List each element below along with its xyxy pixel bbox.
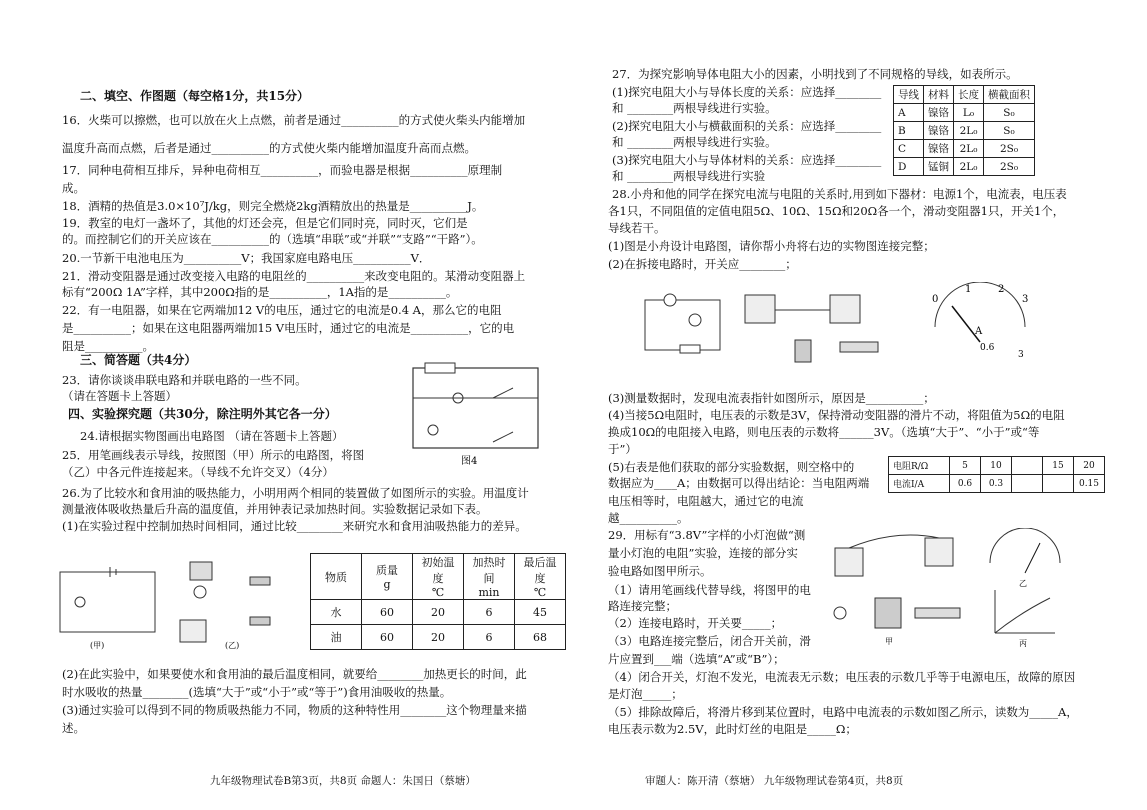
q28-circuit-diagram: [640, 290, 730, 360]
fig-yi-label: 乙: [1019, 579, 1027, 588]
table-cell: [1012, 457, 1043, 475]
table-row: [894, 122, 1035, 140]
table-row: [894, 140, 1035, 158]
table-header: 长度: [954, 86, 984, 104]
left-text-line: (1)在实验过程中控制加热时间相同，通过比较________来研究水和食用油吸热能力的差异。: [62, 519, 527, 533]
left-text-line: （乙）中各元件连接起来。（导线不允许交叉）（4分）: [62, 465, 334, 479]
left-text-line: 三、简答题（共4分）: [80, 353, 197, 367]
left-text-line: 成。: [62, 181, 85, 195]
ammeter-dial: [920, 282, 1040, 362]
table-cell: 20: [413, 625, 464, 650]
right-text-line: (1)探究电阻大小与导体长度的关系：应选择________: [612, 85, 882, 99]
left-text-line: (3)通过实验可以得到不同的物质吸热能力不同，物质的这种特性用________这个物理量来描: [62, 703, 527, 717]
right-text-line: （4）闭合开关，灯泡不发光，电流表无示数；电压表的示数几乎等于电源电压，故障的原因: [608, 670, 1076, 684]
left-text-line: (2)在此实验中，如果要使水和食用油的最后温度相同，就要给________加热更长的时间，此: [62, 667, 527, 681]
right-text-line: （3）电路连接完整后，闭合开关前，滑: [608, 634, 811, 648]
right-text-line: (2)在拆接电路时，开关应________；: [608, 257, 797, 271]
table-cell: [1043, 475, 1074, 493]
table-cell: 电流I/A: [889, 475, 950, 493]
table-cell: 0.3: [981, 475, 1012, 493]
left-footer: 九年级物理试卷B第3页，共8页 命题人：朱国日（蔡塘）: [210, 775, 476, 787]
left-text-line: 23．请你谈谈串联电路和并联电路的一些不同。: [62, 373, 307, 387]
right-text-line: （5）排除故障后，将滑片移到某位置时，电路中电流表的示数如图乙所示，读数为_____A，: [608, 705, 1078, 719]
fig-jia-label: 甲: [885, 637, 893, 646]
right-text-line: 电压表示数为2.5V，此时灯丝的电阻是_____Ω；: [608, 722, 857, 736]
table-cell: 水: [311, 600, 362, 625]
right-text-line: 27．为探究影响导体电阻大小的因素，小明找到了不同规格的导线，如表所示。: [612, 67, 1018, 81]
table-cell: S₀: [984, 104, 1035, 122]
right-text-line: (2)探究电阻大小与横截面积的关系：应选择________: [612, 119, 882, 133]
table-cell: 5: [950, 457, 981, 475]
table-cell: 2L₀: [954, 158, 984, 176]
table-cell: A: [894, 104, 924, 122]
heating-data-table: [310, 553, 566, 650]
table-cell: 45: [515, 600, 566, 625]
table-cell: 6: [464, 625, 515, 650]
right-text-line: （1）请用笔画线代替导线，将图甲的电: [608, 583, 811, 597]
right-text-line: (5)右表是他们获取的部分实验数据，则空格中的: [608, 460, 855, 474]
right-text-line: 导线若干。: [608, 221, 666, 235]
table-cell: 2L₀: [954, 140, 984, 158]
meter-tick-top: 1: [965, 284, 972, 295]
table-row: [311, 600, 566, 625]
left-text-line: 22．有一电阻器，如果在它两端加12 V的电压，通过它的电流是0.4 A，那么它的电阻: [62, 303, 502, 317]
right-text-line: 是灯泡_____；: [608, 687, 683, 701]
left-text-line: 的。而控制它们的开关应该在__________的（选填“串联”或“并联”“支路”“干路”）。: [62, 232, 483, 246]
table-cell: 0.6: [950, 475, 981, 493]
table-cell: 镍铬: [924, 140, 954, 158]
left-text-line: 测量液体吸收热量后升高的温度值，并用钟表记录加热时间。实验数据记录如下表。: [62, 502, 488, 516]
wire-spec-table: [893, 85, 1035, 176]
right-text-line: （2）连接电路时，开关要_____；: [608, 616, 783, 630]
left-text-line: 20.一节新干电池电压为__________V；我国家庭电路电压__________V．: [62, 251, 431, 265]
right-text-line: 于”）: [608, 442, 637, 456]
right-text-line: (3)测量数据时，发现电流表指针如图所示，原因是__________；: [608, 391, 935, 405]
current-resistance-table: [888, 456, 1105, 493]
table-cell: 60: [362, 600, 413, 625]
right-text-line: 量小灯泡的电阻”实验，连接的部分实: [608, 546, 798, 560]
table-header: 质量 g: [362, 554, 413, 600]
right-text-line: 和 ________两根导线进行实验。: [612, 101, 777, 115]
table-cell: 镍铬: [924, 122, 954, 140]
left-text-line: 26.为了比较水和食用油的吸热能力，小明用两个相同的装置做了如图所示的实验。用温度计: [62, 486, 529, 500]
right-text-line: 路连接完整；: [608, 599, 677, 613]
q28-physical-circuit: [735, 290, 885, 365]
left-text-line: 二、填空、作图题（每空格1分，共15分）: [80, 89, 310, 103]
left-text-line: （请在答题卡上答题）: [62, 389, 177, 403]
table-cell: 68: [515, 625, 566, 650]
left-text-line: 温度升高而点燃，后者是通过__________的方式使火柴内能增加温度升高而点燃。: [62, 141, 476, 155]
meter-terminal: 3: [1018, 350, 1024, 360]
table-header: 横截面积: [984, 86, 1035, 104]
left-text-line: 是__________；如果在这电阻器两端加15 V电压时，通过它的电流是__________，它的电: [62, 321, 515, 335]
left-text-line: 24.请根据实物图画出电路图 （请在答题卡上答题）: [80, 429, 344, 443]
left-text-line: 25．用笔画线表示导线，按照图（甲）所示的电路图，将图: [62, 448, 365, 462]
right-text-line: 越__________。: [608, 511, 689, 525]
table-cell: L₀: [954, 104, 984, 122]
right-text-line: 片应置到___端（选填“A”或“B”）；: [608, 652, 785, 666]
table-cell: 油: [311, 625, 362, 650]
table-cell: 镍铬: [924, 104, 954, 122]
table-cell: 15: [1043, 457, 1074, 475]
table-row: [894, 104, 1035, 122]
left-text-line: 四、实验探究题（共30分，除注明外其它各一分）: [68, 407, 337, 421]
q29-meter-and-graph: [985, 528, 1065, 648]
table-row: [889, 475, 1105, 493]
left-text-line: 时水吸收的热量________(选填“大于”或“小于”或“等于”)食用油吸收的热量。: [62, 685, 452, 699]
table-row: [311, 625, 566, 650]
table-header: 导线: [894, 86, 924, 104]
fig-bing-label: 丙: [1019, 639, 1027, 648]
right-text-line: 电压相等时，电阻越大，通过它的电流: [608, 494, 804, 508]
left-text-line: 标有“200Ω 1A”字样，其中200Ω指的是__________，1A指的是__________。: [62, 285, 458, 299]
right-text-line: 和 ________两根导线进行实验。: [612, 135, 777, 149]
table-cell: 10: [981, 457, 1012, 475]
left-text-line: 18．酒精的热值是3.0×10⁷J/kg，则完全燃烧2kg酒精放出的热量是__________J。: [62, 199, 484, 213]
fig-jia-label: (甲): [90, 641, 105, 650]
table-cell: 锰铜: [924, 158, 954, 176]
fig4-label: 图4: [461, 456, 478, 467]
left-text-line: 阻是__________。: [62, 339, 154, 353]
meter-tick-top: 3: [1022, 294, 1029, 305]
right-text-line: 验电路如图甲所示。: [608, 564, 712, 578]
meter-terminal: 0.6: [980, 343, 995, 353]
right-text-line: 28.小舟和他的同学在探究电流与电阻的关系时,用到如下器材：电源1个，电流表，电压表: [612, 187, 1067, 201]
table-cell: [1012, 475, 1043, 493]
right-text-line: 数据应为____A；由数据可以得出结论：当电阻两端: [608, 476, 870, 490]
table-header: 物质: [311, 554, 362, 600]
table-cell: 2L₀: [954, 122, 984, 140]
table-cell: 20: [1074, 457, 1105, 475]
table-cell: 2S₀: [984, 140, 1035, 158]
right-footer: 审题人：陈开清（蔡塘） 九年级物理试卷第4页，共8页: [645, 775, 904, 787]
table-cell: 20: [413, 600, 464, 625]
right-text-line: (4)当接5Ω电阻时，电压表的示数是3V，保持滑动变阻器的滑片不动，将阻值为5Ω的电阻: [608, 408, 1065, 422]
right-text-line: 换成10Ω的电阻接入电路，则电压表的示数将______3V。（选填“大于”、“小于”或“等: [608, 425, 1040, 439]
left-text-line: 述。: [62, 721, 85, 735]
table-cell: 0.15: [1074, 475, 1105, 493]
table-cell: 电阻R/Ω: [889, 457, 950, 475]
q29-circuit-figure: [825, 528, 980, 648]
meter-tick-top: 0: [932, 294, 939, 305]
right-text-line: (3)探究电阻大小与导体材料的关系：应选择________: [612, 153, 882, 167]
table-cell: 6: [464, 600, 515, 625]
table-row: [894, 158, 1035, 176]
meter-tick-top: 2: [998, 284, 1005, 295]
meter-unit: A: [975, 326, 983, 337]
left-text-line: 16．火柴可以擦燃，也可以放在火上点燃，前者是通过__________的方式使火柴头内能增加: [62, 113, 526, 127]
table-row: [889, 457, 1105, 475]
table-header: 材料: [924, 86, 954, 104]
table-cell: C: [894, 140, 924, 158]
right-text-line: 29．用标有“3.8V”字样的小灯泡做“测: [608, 528, 806, 542]
left-text-line: 19．教室的电灯一盏坏了，其他的灯还会亮，但是它们同时亮，同时灭，它们是: [62, 216, 468, 230]
table-header: 加热时间 min: [464, 554, 515, 600]
left-text-line: 21．滑动变阻器是通过改变接入电路的电阻丝的__________来改变电阻的。某滑动变阻器上: [62, 269, 526, 283]
table-cell: D: [894, 158, 924, 176]
table-cell: S₀: [984, 122, 1035, 140]
right-text-line: 和 ________两根导线进行实验: [612, 169, 766, 183]
heating-apparatus-figure: [50, 552, 300, 652]
right-text-line: (1)图是小舟设计电路图，请你帮小舟将右边的实物图连接完整；: [608, 239, 935, 253]
table-cell: 60: [362, 625, 413, 650]
right-text-line: 各1只，不同阻值的定值电阻5Ω、10Ω、15Ω和20Ω各一个，滑动变阻器1只，开关1个，: [608, 204, 1065, 218]
table-cell: B: [894, 122, 924, 140]
table-cell: 2S₀: [984, 158, 1035, 176]
table-header: 最后温度 ℃: [515, 554, 566, 600]
circuit-figure-4: [403, 360, 563, 470]
table-header: 初始温度 ℃: [413, 554, 464, 600]
fig-yi-label: (乙): [225, 641, 240, 650]
left-text-line: 17．同种电荷相互排斥，异种电荷相互__________，而验电器是根据__________原理制: [62, 163, 503, 177]
